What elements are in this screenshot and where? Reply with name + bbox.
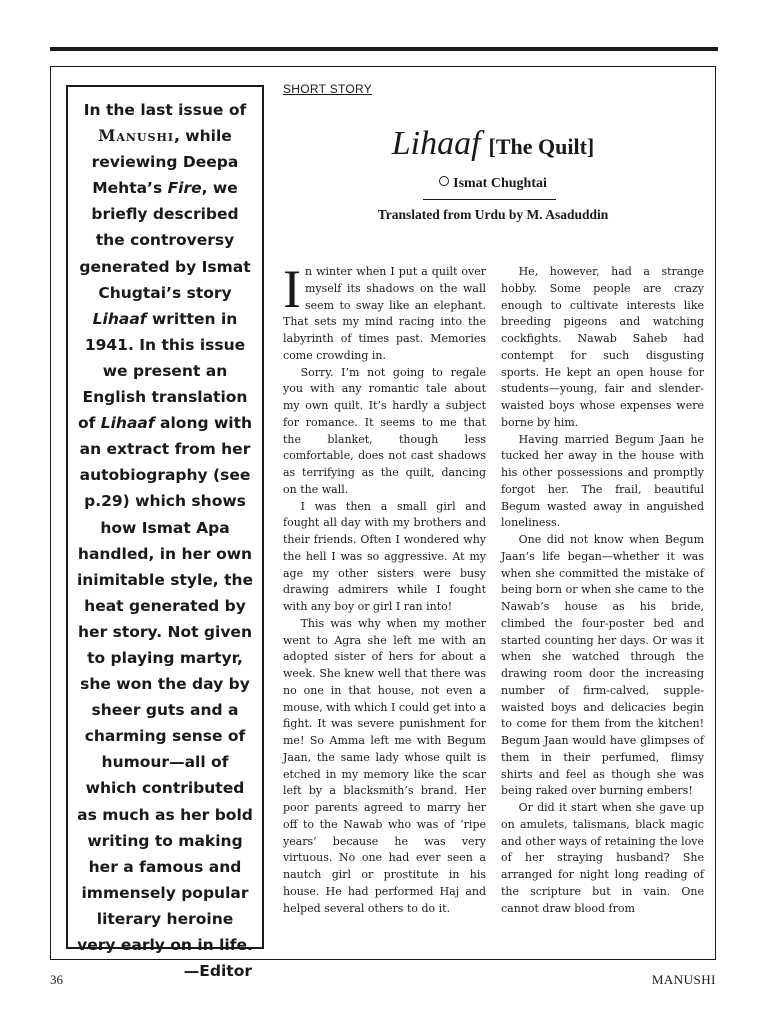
top-rule — [50, 47, 718, 51]
paragraph: Sorry. I’m not going to regale you with any romantic tale about my own quilt. It’s hardly a subject for romance. It seems to me that the blanket, though less comfortable, does not cast shadows as terrifying as the quilt, dancing on the wall. — [283, 365, 486, 496]
paragraph: I was then a small girl and fought all day with my brothers and their friends. Often I wondered why the hell I was so aggressive. At my age my other sisters were busy drawing admirers while I fought with any boy or girl I ran into! — [283, 499, 486, 613]
paragraph — [283, 259, 486, 365]
editor-note-story-2: Lihaaf — [100, 414, 155, 433]
title-main: Lihaaf — [391, 125, 481, 162]
bullet-circle-icon — [439, 176, 449, 186]
editor-signature: —Editor — [183, 962, 252, 981]
paragraph-text: n winter when I put a quilt over myself its shadows on the wall seem to sway like an elephant. That sets my mind racing into the labyrinth of times past. Memories come crowding in. — [283, 265, 486, 362]
byline-rule — [423, 199, 556, 200]
title-sub: [The Quilt] — [488, 134, 595, 159]
paragraph: One did not know when Begum Jaan’s life began—whether it was when she committed the mistake of being born or when she came to the Nawab’s house as his bride, climbed the four-poster bed and started counting her days. Or was it when she watched through the drawing room door the increasing number of firm-calved, supple-waisted boys and delicacies begin to come for them from the kitchen! Begum Jaan would have glimpses of them in their perfumed, flimsy shirts and feel as though she was being raked over burning embers! — [501, 533, 704, 798]
paragraph: Or did it start when she gave up on amulets, talismans, black magic and other ways of retaining the love of her straying husband? She arranged for night long reading of the scripture but in vain. One cannot draw blood from — [501, 801, 704, 915]
byline — [283, 176, 703, 192]
paragraph: He, however, had a strange hobby. Some people are crazy enough to cultivate interests like breeding pigeons and watching cockfights. Nawab Saheb had contempt for such disgusting sports. He kept an open house for students—young, fair and slender-waisted boys whose expenses were borne by him. — [501, 265, 704, 429]
section-label: SHORT STORY — [283, 82, 373, 96]
editor-note-film: Fire — [167, 179, 202, 198]
editor-note-box — [66, 85, 264, 981]
author-name: Ismat Chughtai — [453, 176, 547, 191]
drop-cap: I — [283, 259, 301, 319]
page-number: 36 — [50, 972, 63, 987]
editor-note-story-1: Lihaaf — [92, 309, 147, 328]
magazine-name: MANUSHI — [651, 972, 716, 987]
paragraph: This was why when my mother went to Agra she left me with an adopted sister of hers for about a week. She knew well that there was no one in that house, not even a mouse, with which I could get into a fight. It was severe punishment for me! So Amma left me with Begum Jaan, the same lady whose quilt is etched in my memory like the scar left by a blacksmith’s brand. Her poor parents agreed to marry her off to the Nawab who was of ‘ripe years’ because he was very virtuous. No one had ever seen a nautch girl or prostitute in his house. He had performed Haj and helped several others to do it. — [283, 616, 486, 915]
editor-note-magazine: Manushi — [98, 126, 175, 146]
translator-credit: Translated from Urdu by M. Asaduddin — [377, 207, 609, 222]
right-column — [501, 264, 704, 917]
editor-note-text-3: , we briefly described the controversy generated by Ismat Chugtai’s story — [79, 179, 251, 302]
left-column — [283, 259, 486, 917]
article-title — [283, 125, 703, 163]
editor-note-text-4: written in 1941. In this issue we present an English translation of — [77, 309, 248, 433]
editor-note-text-5: along with an extract from her autobiography (see p.29) which shows how Ismat Apa handled, in her own inimitable style, the heat generated by her story. Not given to playing martyr, she won the day by sheer guts and a charming sense of humour—all of which contributed as much as her bold writing to making her a famous and immensely popular literary heroine very early on in life. — [76, 414, 254, 954]
editor-note-text-1: In the last issue of — [83, 101, 247, 119]
editor-note-text-2: , while reviewing Deepa Mehta’s — [91, 127, 239, 198]
paragraph: Having married Begum Jaan he tucked her away in the house with his other possessions and promptly forgot her. The frail, beautiful Begum wasted away in anguished loneliness. — [501, 432, 704, 530]
